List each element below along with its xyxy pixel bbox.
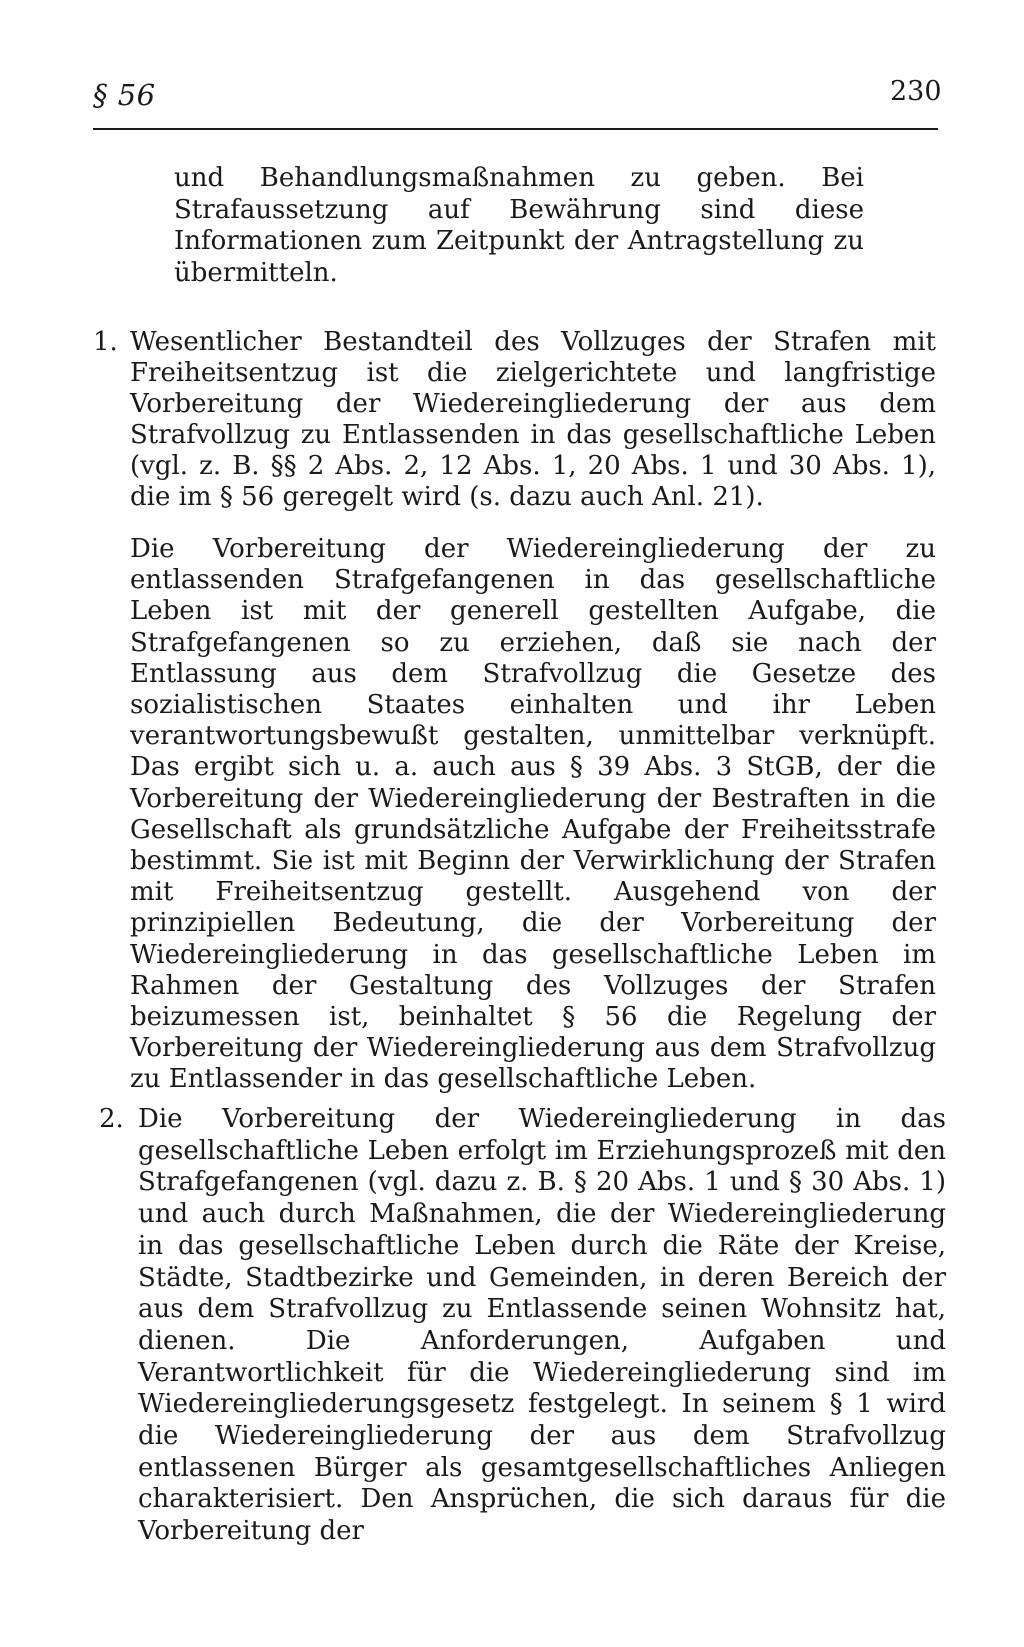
- item-number: 2.: [99, 1104, 124, 1134]
- item-paragraph: Die Vorbereitung der Wiedereingliederung der zu entlassenden Strafgefangenen in das gesellschaftliche Leben ist mit der generell gestellten Aufgabe, die Strafgefangenen so zu erziehen, daß sie nach der Entlassung aus dem Strafvollzug die Gesetze des sozialistischen Staates einhalten und ihr Leben verantwortungsbewußt gestalten, unmittelbar verknüpft. Das ergibt sich u. a. auch aus § 39 Abs. 3 StGB, der die Vorbereitung der Wiedereingliederung der Bestraften in die Gesellschaft als grundsätzliche Aufgabe der Freiheitsstrafe bestimmt. Sie ist mit Beginn der Verwirklichung der Strafen mit Freiheitsentzug gestellt. Ausgehend von der prinzipiellen Bedeutung, die der Vorbereitung der Wiedereingliederung in das gesellschaftliche Leben im Rahmen der Gestaltung des Vollzuges der Strafen beizumessen ist, beinhaltet § 56 die Regelung der Vorbereitung der Wiedereingliederung aus dem Strafvollzug zu Entlassender in das gesellschaftliche Leben.: [130, 534, 936, 1095]
- item-number: 1.: [93, 327, 118, 357]
- item-paragraph: Wesentlicher Bestandteil des Vollzuges der Strafen mit Freiheitsentzug ist die zielgerichtete und langfristige Vorbereitung der Wiedereingliederung der aus dem Strafvollzug zu Entlassenden in das gesellschaftliche Leben (vgl. z. B. §§ 2 Abs. 2, 12 Abs. 1, 20 Abs. 1 und 30 Abs. 1), die im § 56 geregelt wird (s. dazu auch Anl. 21).: [130, 327, 936, 512]
- header-divider: [93, 128, 938, 130]
- section-reference: § 56: [93, 78, 156, 112]
- page-number: 230: [890, 76, 942, 107]
- item-paragraph: Die Vorbereitung der Wiedereingliederung in das gesellschaftliche Leben erfolgt im Erziehungsprozeß mit den Strafgefangenen (vgl. dazu z. B. § 20 Abs. 1 und § 30 Abs. 1) und auch durch Maßnahmen, die der Wiedereingliederung in das gesellschaftliche Leben durch die Räte der Kreise, Städte, Stadtbezirke und Gemeinden, in deren Bereich der aus dem Strafvollzug zu Entlassende seinen Wohnsitz hat, dienen. Die Anforderungen, Aufgaben und Verantwortlichkeit für die Wiedereingliederung sind im Wiedereingliederungsgesetz festgelegt. In seinem § 1 wird die Wiedereingliederung der aus dem Strafvollzug entlassenen Bürger als gesamtgesellschaftliches Anliegen charakterisiert. Den Ansprüchen, die sich daraus für die Vorbereitung der: [138, 1104, 946, 1547]
- intro-paragraph: und Behandlungsmaßnahmen zu geben. Bei Strafaussetzung auf Bewährung sind diese Informationen zum Zeitpunkt der Antragstellung zu übermitteln.: [174, 163, 864, 288]
